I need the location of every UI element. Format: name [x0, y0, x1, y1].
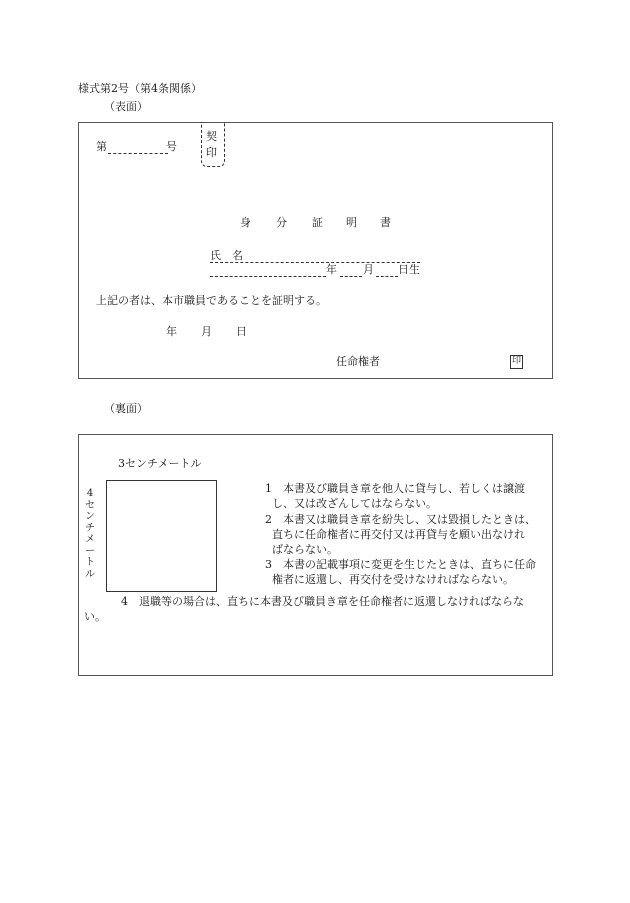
birth-day-blank: [376, 276, 398, 277]
height-note-char: ト: [85, 557, 95, 568]
stamp-char: 印: [511, 356, 521, 366]
rule-line: ばならない。: [272, 543, 338, 556]
birth-month-blank: [340, 276, 362, 277]
title-char: 明: [346, 216, 357, 229]
seal-char-2: 印: [206, 146, 217, 159]
photo-width-note: 3センチメートル: [118, 457, 202, 470]
birth-month-label: 月: [363, 263, 374, 276]
rule-line: 2 本書又は職員き章を紛失し、又は毀損したときは、: [265, 513, 536, 526]
seal-char-1: 契: [206, 130, 217, 143]
height-note-char: 4: [86, 488, 94, 499]
title-char: 書: [380, 216, 391, 229]
title-char: 証: [312, 216, 323, 229]
height-note-char: チ: [85, 522, 95, 534]
name-label: 氏 名: [210, 249, 243, 262]
number-suffix: 号: [166, 140, 177, 153]
stamp-box: [510, 355, 523, 369]
title-char: 身: [240, 216, 251, 229]
height-note-char: セ: [85, 499, 95, 511]
date-year-label: 年: [166, 325, 177, 338]
number-prefix: 第: [96, 140, 107, 153]
date-month-label: 月: [201, 325, 212, 338]
date-day-label: 日: [236, 325, 247, 338]
seal-outline: [201, 122, 225, 167]
birth-year-label: 年: [326, 263, 337, 276]
height-note-char: メ: [85, 534, 95, 545]
photo-frame: [106, 480, 217, 592]
rule-line: し、又は改ざんしてはならない。: [272, 497, 437, 510]
birth-year-blank: [210, 276, 326, 277]
front-side-label: （表面）: [104, 100, 148, 113]
issuer-label: 任命権者: [336, 355, 380, 368]
rule-line: 権者に返還し、再交付を受けなければならない。: [272, 573, 514, 586]
front-card: [78, 122, 553, 379]
certify-statement: 上記の者は、本市職員であることを証明する。: [96, 294, 327, 307]
rule-4-line-1: 4 退職等の場合は、直ちに本書及び職員き章を任命権者に返還しなければならな: [121, 595, 524, 608]
rule-line: 3 本書の記載事項に変更を生じたときは、直ちに任命: [265, 558, 536, 571]
form-number: 様式第2号（第4条関係）: [78, 82, 202, 95]
height-note-char: ン: [85, 511, 95, 522]
height-note-char: ー: [85, 545, 95, 557]
photo-height-note: [84, 488, 96, 580]
rule-4-line-2: い。: [84, 610, 106, 623]
birth-day-label: 日生: [398, 263, 420, 276]
rule-line: 1 本書及び職員き章を他人に貸与し、若しくは譲渡: [265, 482, 525, 495]
number-blank-line: [108, 153, 168, 154]
name-blank-line: [210, 262, 420, 263]
rule-line: 直ちに任命権者に再交付又は再貸与を願い出なけれ: [272, 528, 525, 541]
title-char: 分: [276, 216, 287, 229]
height-note-char: ル: [85, 568, 95, 580]
back-side-label: （裏面）: [104, 402, 148, 415]
